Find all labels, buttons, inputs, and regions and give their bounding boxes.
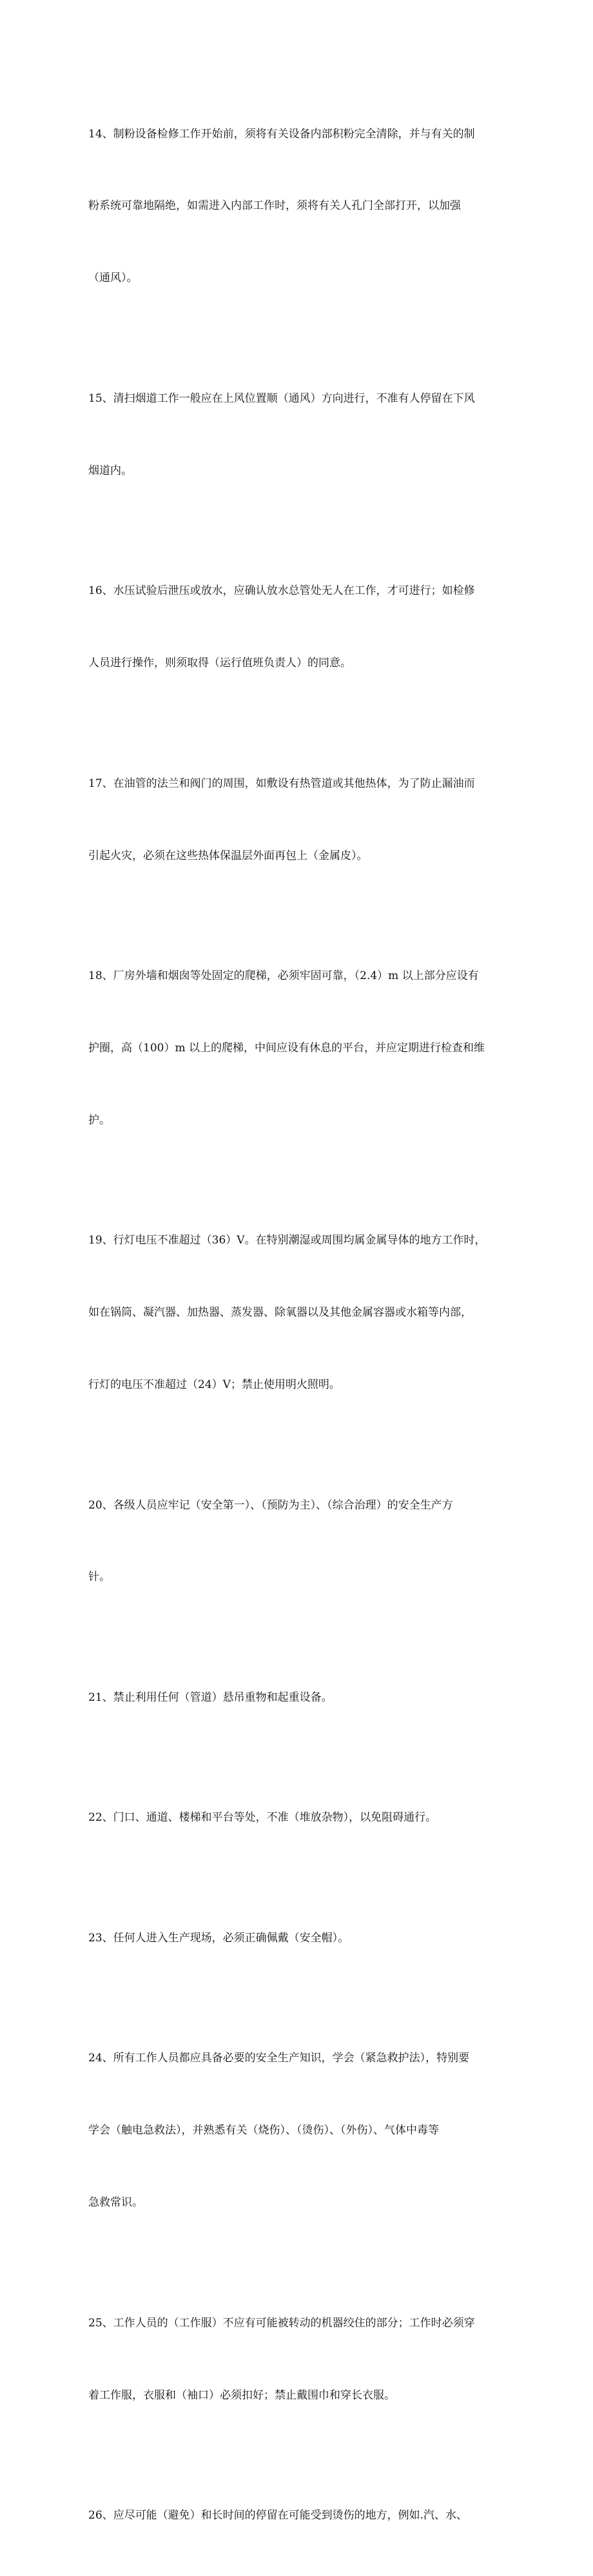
text-line: 26、应尽可能（避免）和长时间的停留在可能受到烫伤的地方，例如.汽、水、: [88, 2508, 468, 2522]
list-item-24: [88, 1999, 507, 2263]
text-line: 15、清扫烟道工作一般应在上风位置顺（通风）方向进行，不准有人停留在下风: [88, 391, 475, 405]
text-line: 人员进行操作，则须取得（运行值班负责人）的同意。: [88, 657, 351, 670]
text-line: 行灯的电压不准超过（24）V；禁止使用明火照明。: [88, 1378, 340, 1392]
list-item-26: [88, 2455, 507, 2575]
text-line: 19、行灯电压不准超过（36）V。在特别潮湿或周围均属金属导体的地方工作时，: [88, 1234, 486, 1247]
text-line: 引起火灾，必须在这些热体保温层外面再包上（金属皮）。: [88, 849, 368, 862]
list-item-18: [88, 916, 507, 1180]
text-line: 17、在油管的法兰和阀门的周围，如敷设有热管道或其他热体，为了防止漏油而: [88, 777, 475, 790]
text-line: 14、制粉设备检修工作开始前，须将有关设备内部积粉完全清除，并与有关的制: [88, 127, 475, 141]
list-item-14: [88, 74, 507, 339]
list-item-19: [88, 1181, 507, 1445]
list-item-20: [88, 1445, 507, 1638]
text-line: 23、任何人进入生产现场，必须正确佩戴（安全帽）。: [88, 1931, 349, 1945]
text-line: 护。: [88, 1113, 110, 1127]
text-line: 20、各级人员应牢记（安全第一）、（预防为主）、（综合治理）的安全生产方: [88, 1498, 453, 1512]
text-line: 护圈，高（100）m 以上的爬梯，中间应设有休息的平台，并应定期进行检查和维: [88, 1041, 485, 1055]
text-line: 18、厂房外墙和烟囱等处固定的爬梯，必须牢固可靠，（2.4）m 以上部分应设有: [88, 969, 479, 982]
text-line: 16、水压试验后泄压或放水，应确认放水总管处无人在工作，才可进行；如检修: [88, 584, 475, 598]
list-item-21: [88, 1638, 507, 1758]
text-line: 如在锅筒、凝汽器、加热器、蒸发器、除氧器以及其他金属容器或水箱等内部，: [88, 1306, 472, 1320]
list-item-16: [88, 531, 507, 724]
text-line: 25、工作人员的（工作服）不应有可能被转动的机器绞住的部分；工作时必须穿: [88, 2316, 475, 2330]
text-line: 学会（触电急救法），并熟悉有关（烧伤）、（烫伤）、（外伤）、气体中毒等: [88, 2124, 439, 2137]
text-line: 22、门口、通道、楼梯和平台等处，不准（堆放杂物），以免阻碍通行。: [88, 1811, 437, 1825]
list-item-23: [88, 1878, 507, 1998]
text-line: （通风）。: [88, 272, 138, 285]
text-line: 急救常识。: [88, 2196, 143, 2210]
text-line: 21、禁止利用任何（管道）悬吊重物和起重设备。: [88, 1690, 333, 1704]
text-line: 针。: [88, 1570, 110, 1584]
list-item-25: [88, 2263, 507, 2455]
text-line: 着工作服，衣服和（袖口）必须扣好；禁止戴围巾和穿长衣服。: [88, 2388, 395, 2402]
list-item-15: [88, 339, 507, 531]
text-line: 24、所有工作人员都应具备必要的安全生产知识，学会（紧急救护法），特别要: [88, 2052, 470, 2065]
document-body: [88, 74, 507, 2576]
list-item-17: [88, 724, 507, 916]
text-line: 烟道内。: [88, 464, 132, 477]
text-line: 粉系统可靠地隔绝，如需进入内部工作时，须将有关人孔门全部打开，以加强: [88, 199, 461, 213]
list-item-22: [88, 1758, 507, 1878]
